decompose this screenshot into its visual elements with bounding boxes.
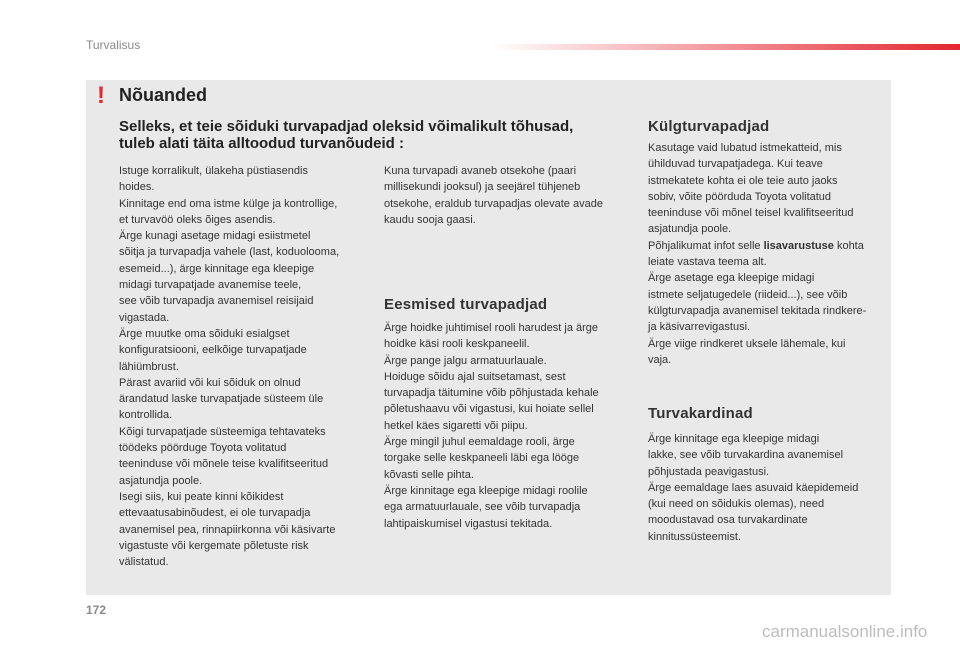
text-line: ega armatuurlauale, see võib turvapadja [384,501,581,514]
text-line: sõitja ja turvapadja vahele (last, koduolooma, [119,246,340,259]
text-line: vigastuste või kergemate põletuste risk [119,539,309,552]
text-line: midagi turvapatjade avanemise teele, [119,279,302,292]
text-line: Istuge korralikult, ülakeha püstiasendis [119,165,308,177]
text-line: lahtipaiskumisel vigastusi tekitada. [384,517,553,530]
text-line: lakke, see võib turvakardina avanemisel [648,449,844,462]
front-airbags-title: Eesmised turvapadjad [384,296,548,313]
text-line: Ärge kunagi asetage midagi esiistmetel [119,230,311,243]
text-line: turvapadja täitumine võib põhjustada kehale [384,387,599,400]
text-line: vigastada. [119,311,170,324]
text-line: külgturvapadja avanemisel tekitada rindkere- [648,304,867,317]
text-line: istmete seljatugedele (riideid...), see võib [648,288,848,301]
text-line: Hoiduge sõidu ajal suitsetamast, sest [384,370,566,383]
text-line: et turvavöö oleks õiges asendis. [119,213,276,226]
text-line: hetkel käes sigaretti või piipu. [384,419,528,432]
text-line: konfiguratsiooni, eelkõige turvapatjade [119,344,307,357]
text-line: Ärge hoidke juhtimisel rooli harudest ja ärge [384,322,599,334]
text-line: välistatud. [119,556,169,569]
text-line: Ärge kinnitage ega kleepige midagi [648,433,820,445]
text-line: sobiv, võite pöörduda Toyota volitatud [648,190,832,203]
front-airbags-text [384,320,599,532]
text-line: Ärge pange jalgu armatuurlauale. [384,354,547,367]
text-line: millisekundi jooksul) ja seejärel tühjeneb [384,181,581,194]
text-line: Kõigi turvapatjade süsteemiga tehtavateks [119,425,326,438]
text-line: põletushaavu või vigastusi, kui hoiate sellel [384,403,594,416]
text-line: hoidke käsi rooli keskpaneelil. [384,338,530,351]
text-line: ettevaatusabinõudest, ei ole turvapadja [119,507,311,520]
text-line: Ärge mingil juhul eemaldage rooli, ärge [384,436,575,449]
text-line: Kuna turvapadi avaneb otsekohe (paari [384,165,577,177]
text-line: Ärge viige rindkeret uksele lähemale, kui [648,337,846,350]
text-line: Ärge asetage ega kleepige midagi [648,272,815,285]
text-line: Pärast avariid või kui sõiduk on olnud [119,376,301,389]
text-line: Ärge eemaldage laes asuvaid käepidemeid [648,481,859,494]
side-airbags-title: Külgturvapadjad [648,118,770,135]
panel-title: Nõuanded [119,85,207,105]
text-line: moodustavad osa turvakardinate [648,514,808,527]
text-line: kõvasti selle pihta. [384,468,474,481]
text-line: vaja. [648,353,672,366]
airbag-deploy-text [384,163,603,228]
text-line: kinnitussüsteemist. [648,530,741,543]
text-line: töödeks pöörduge Toyota volitatud [119,442,287,455]
text-line: Kasutage vaid lubatud istmekatteid, mis [648,142,842,154]
lead-line: Selleks, et teie sõiduki turvapadjad oleksid võimalikult tõhusad, [119,118,574,135]
text-line: lähiümbrust. [119,360,179,373]
text-line: esemeid...), ärge kinnitage ega kleepige [119,262,315,275]
text-line: Kinnitage end oma istme külge ja kontrollige, [119,197,338,210]
text-line: põhjustada peavigastusi. [648,465,770,478]
text-line: Ärge kinnitage ega kleepige midagi roolile [384,484,588,497]
text-line: leiate vastava teema alt. [648,256,767,269]
text-line: asjatundja poole. [119,474,203,487]
text-line: asjatundja poole. [648,223,732,236]
text-line: Isegi siis, kui peate kinni kõikidest [119,490,284,503]
text-line: ärandatud laske turvapatjade süsteem üle [119,393,324,406]
curtain-airbags-title: Turvakardinad [648,405,753,422]
side-airbags-bold-line: Põhjalikumat infot selle lisavarustuse kohta [648,239,864,252]
warning-icon: ! [97,82,105,109]
text-line: torgake selle keskpaneeli läbi ega lööge [384,452,580,465]
lead-line: tuleb alati täita alltoodud turvanõudeid : [119,135,405,152]
section-header: Turvalisus [86,38,141,52]
text-line: see võib turvapadja avanemisel reisijaid [119,295,314,308]
lead-paragraph [119,118,619,152]
header-accent-bar [490,44,960,50]
text-line: otsekohe, eraldub turvapadjas olevate avade [384,197,603,210]
text-line: istmekatete kohta ei ole teie auto jaoks [648,174,838,187]
side-airbags-text [648,140,866,368]
text-line: teeninduse või mõnel teisel kvalifitseeritud [648,207,854,220]
text-line: kontrollida. [119,409,173,422]
text-line: kaudu sooja gaasi. [384,213,476,226]
text-line: ja käsivarrevigastusi. [648,321,751,334]
watermark: carmanualsonline.info [762,622,928,641]
text-line: ühilduvad turvapatjadega. Kui teave [648,158,823,171]
side-airbags-lines-before [648,140,866,238]
text-line: avanemisel pea, rinnapiirkonna või käsivarte [119,523,336,536]
text-line: teeninduse või mõnele teise kvalifitseeritud [119,458,329,471]
bold-term: lisavarustuse [763,239,834,252]
general-advice-text [119,163,339,570]
text-line: Ärge muutke oma sõiduki esialgset [119,327,290,340]
curtain-airbags-text [648,431,858,545]
page-number: 172 [86,603,107,617]
text-line: hoides. [119,181,155,194]
text-line: (kui need on sõidukis olemas), need [648,498,825,511]
side-airbags-lines-after [648,254,866,368]
